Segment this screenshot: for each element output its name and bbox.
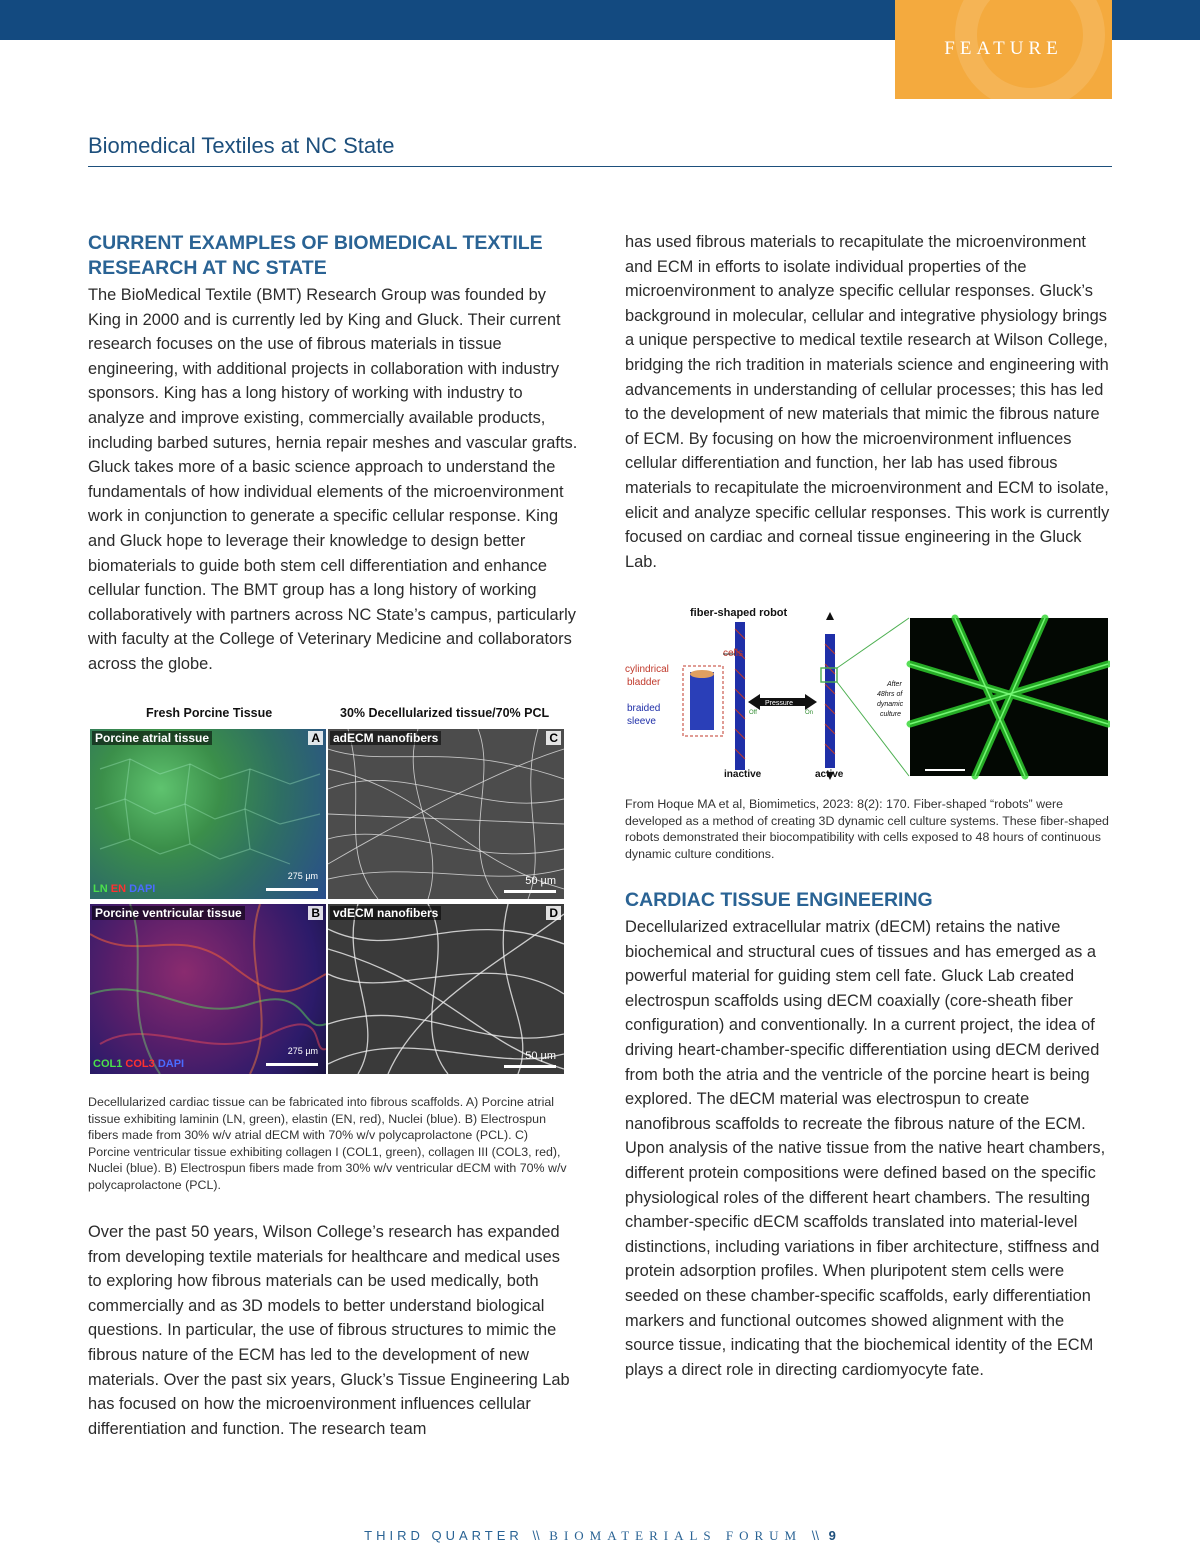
section-title: Biomedical Textiles at NC State [88, 133, 395, 158]
vdecm-fiber-pattern [328, 904, 564, 1074]
inactive-fiber [735, 622, 745, 770]
label-after-1: After [887, 681, 902, 688]
panel-adecm-nanofibers [328, 729, 564, 899]
panel-b-scale: 275 µm [287, 1046, 318, 1056]
label-off: Off [749, 710, 757, 716]
panel-a-stain: LN EN DAPI [93, 883, 156, 895]
panel-c-label: adECM nanofibers [330, 731, 441, 745]
robot-title: fiber-shaped robot [690, 607, 788, 619]
label-inactive: inactive [724, 769, 762, 780]
figure-caption-decellularized: Decellularized cardiac tissue can be fabricated into fibrous scaffolds. A) Porcine atrial tissue exhibiting laminin (LN, green), elastin (EN, red), Nuclei (blue). B) Electrospun fibers made from 30% w/v atrial dECM with 70% w/v polycaprolactone (PCL). C) Porcine ventricular tissue exhibiting collagen I (COL1, green), collagen III (COL3, red), Nuclei (blue). B) Electrospun fibers made from 30% w/v ventricular dECM with 70% w/v polycaprolactone (PCL). [88, 1095, 567, 1192]
paragraph-wilson-research: Over the past 50 years, Wilson College’s research has expanded from developing textile materials for healthcare and medical uses to exploring how fibrous materials can be used medically, both commercially and as 3D models to better understand biological questions. In particular, the use of fibrous structures to mimic the fibrous nature of the ECM has led to the development of new materials. Over the past six years, Gluck’s Tissue Engineering Lab has focused on how the microenvironment influences cellular differentiation and function. The research team [88, 1223, 570, 1438]
panel-atrial-tissue [90, 729, 326, 899]
page-footer [0, 1528, 1200, 1544]
panel-a-letter: A [308, 731, 323, 745]
bladder-sleeve [690, 672, 714, 730]
bladder-top [690, 670, 714, 678]
feature-tab [895, 0, 1112, 99]
panel-vdecm-nanofibers [328, 904, 564, 1074]
label-active: active [815, 769, 844, 780]
panel-c-letter: C [546, 731, 561, 745]
adecm-fiber-pattern [328, 729, 564, 899]
footer-issue: THIRD QUARTER [364, 1528, 523, 1543]
label-cylindrical: cylindrical [625, 664, 669, 675]
label-pressure: Pressure [765, 700, 794, 707]
title-divider [88, 166, 1112, 167]
paragraph-cardiac: Decellularized extracellular matrix (dECM) retains the native biochemical and structural cues of tissues and has emerged as a powerful material for guiding stem cell fate. Gluck Lab created electrospun scaffolds using dECM coaxially (core-sheath fiber configuration) and conventionally. In a current project, the idea of driving heart-chamber-specific differentiation using dECM derived from both the atria and the ventricle of the porcine heart is being explored. The dECM material was electrospun to create nanofibrous scaffolds to recreate the fibrous nature of the ECM. Upon analysis of the native tissue from the native heart chambers, different protein compositions were defined based on the specific physiological roles of the different heart chambers. The resulting chamber-specific dECM scaffolds translated into material-level distinctions, including variations in fiber architecture, stiffness and protein adsorption profiles. When pluripotent stem cells were seeded on these chamber-specific scaffolds, early differentiation markers and functional outcomes showed alignment with the source tissue, indicating that the biochemical identity of the ECM plays a direct role in directing cardiomyocyte fate. [625, 918, 1106, 1379]
panel-a-scale: 275 µm [287, 871, 318, 881]
figure-column-head-decell: 30% Decellularized tissue/70% PCL [340, 706, 550, 720]
label-braided: braided [627, 703, 661, 714]
footer-sep-2: \\ [811, 1528, 819, 1543]
panel-a-scale-bar [266, 888, 318, 891]
label-after-2: 48hrs of [877, 691, 903, 698]
panel-d-scale-bar [504, 1065, 556, 1068]
panel-c-scale: 50 µm [525, 875, 556, 887]
panel-b-stain: COL1 COL3 DAPI [93, 1058, 185, 1070]
footer-magazine: BIOMATERIALS FORUM [549, 1528, 803, 1543]
right-column-cardiac [625, 888, 1115, 1382]
footer-sep-1: \\ [532, 1528, 540, 1543]
panel-c-scale-bar [504, 890, 556, 893]
panel-ventricular-tissue [90, 904, 326, 1074]
label-bladder: bladder [627, 677, 661, 688]
figure-decellularized-tissue [88, 700, 571, 1082]
paragraph-bmt-group: The BioMedical Textile (BMT) Research Group was founded by King in 2000 and is currently led by King and Gluck. Their current research focuses on the use of fibrous materials in tissue engineering, with additional projects in collaboration with industry sponsors. King has a long history of working with industry to analyze and improve existing, commercially available products, including barbed sutures, hernia repair meshes and vascular grafts. Gluck takes more of a basic science approach to understand the fundamentals of how individual elements of the microenvironment work in conjunction to generate a specific cellular response. King and Gluck hope to leverage their knowledge to design better biomaterials to guide both stem cell differentiation and enhance cellular function. The BMT group has a long history of working collaboratively with partners across NC State’s campus, particularly with faculty at the College of Veterinary Medicine and collaborators across the globe. [88, 286, 578, 673]
left-column [88, 231, 578, 677]
label-after-4: culture [880, 711, 902, 718]
figure-column-head-fresh: Fresh Porcine Tissue [146, 706, 273, 720]
page-number: 9 [828, 1528, 836, 1543]
panel-d-letter: D [546, 906, 561, 920]
panel-b-label: Porcine ventricular tissue [92, 906, 245, 920]
panel-d-scale: 50 µm [525, 1050, 556, 1062]
feature-label: FEATURE [944, 38, 1063, 59]
heading-cardiac-tissue: CARDIAC TISSUE ENGINEERING [625, 889, 933, 911]
label-on: On [805, 710, 814, 716]
panel-b-letter: B [308, 906, 323, 920]
figure-caption-fiber-robot: From Hoque MA et al, Biomimetics, 2023: 8(2): 170. Fiber-shaped “robots” were developed as a method of creating 3D dynamic cell culture systems. These fiber-shaped robots demonstrated their biocompatibility with cells exposed to 48 hours of continuous dynamic culture conditions. [625, 797, 1109, 861]
heading-current-examples: CURRENT EXAMPLES OF BIOMEDICAL TEXTILE RESEARCH AT NC STATE [88, 232, 543, 279]
panel-b-scale-bar [266, 1063, 318, 1066]
label-sleeve: sleeve [627, 716, 656, 727]
panel-d-label: vdECM nanofibers [330, 906, 441, 920]
label-cells: cells [723, 648, 744, 659]
paragraph-microenvironment: has used fibrous materials to recapitulate the microenvironment and ECM in efforts to isolate individual properties of the microenvironment to analyze specific cellular responses. Gluck’s background in molecular, cellular and integrative physiology brings a unique perspective to medical textile research at Wilson College, bridging the rich tradition in materials science and engineering with advancements in understanding of cellular processes; this has led to the development of new materials that mimic the fibrous nature of ECM. By focusing on how the microenvironment influences cellular differentiation and function, her lab has used fibrous materials to recapitulate the microenvironment and ECM to isolate, elicit and analyze specific cellular responses. This work is currently focused on cardiac and corneal tissue engineering in the Gluck Lab. [625, 233, 1110, 571]
label-after-3: dynamic [877, 701, 904, 708]
right-column-top [625, 230, 1115, 574]
panel-a-label: Porcine atrial tissue [92, 731, 212, 745]
figure-fiber-robot [625, 604, 1110, 782]
active-fiber [825, 634, 835, 768]
